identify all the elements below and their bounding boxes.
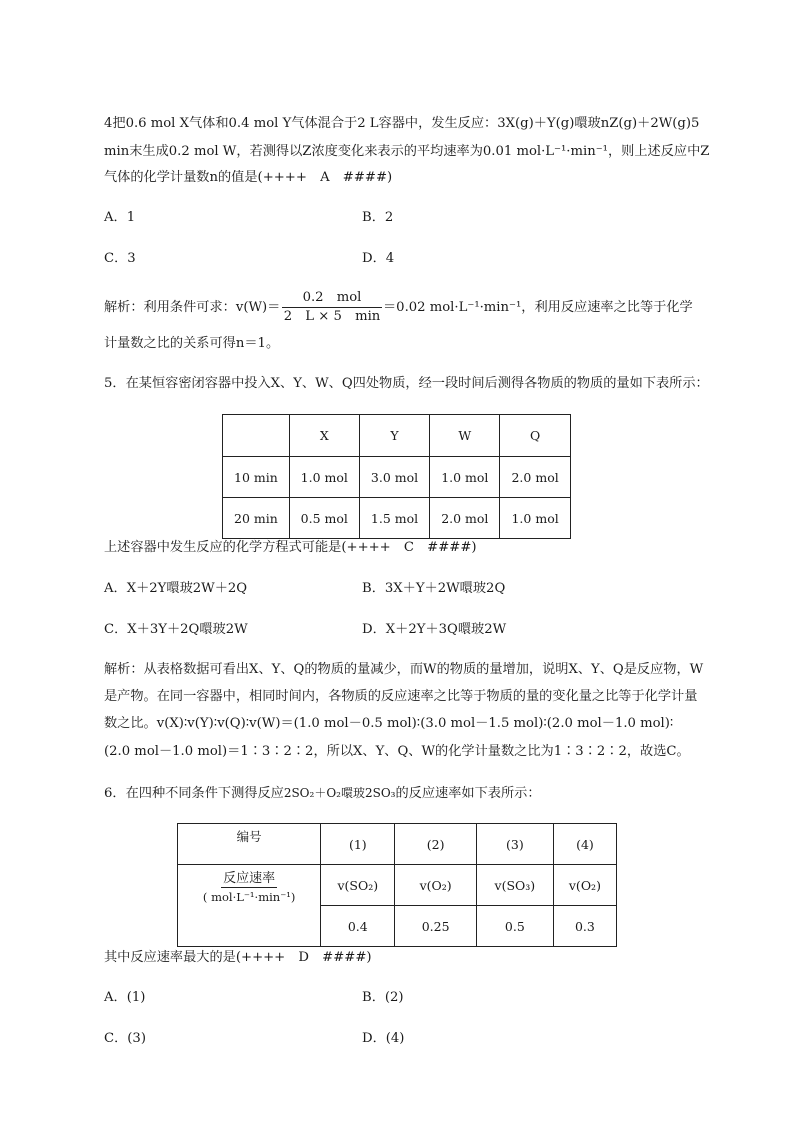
q6-table-species: v(SO₃) <box>476 865 553 906</box>
q4-stem-line2: min末生成0.2 mol W，若测得以Z浓度变化来表示的平均速率为0.01 mol·L⁻¹·min⁻¹，则上述反应中Z <box>104 144 710 159</box>
q4-option-c: C．3 <box>104 251 136 266</box>
q6-stem-suffix: 的反应速率如下表所示： <box>395 786 541 801</box>
q5-table-cell: 2.0 mol <box>500 457 571 498</box>
q4-option-b: B．2 <box>362 210 394 225</box>
q5-analysis-line2: 是产物。在同一容器中，相同时间内，各物质的反应速率之比等于物质的量的变化量之比等于化学计量 <box>104 689 698 704</box>
table-row <box>223 457 571 498</box>
q5-analysis-line3: 数之比。v(X)∶v(Y)∶v(Q)∶v(W)＝(1.0 mol－0.5 mol)∶(3.0 mol－1.5 mol)∶(2.0 mol－1.0 mol)∶ <box>104 716 674 731</box>
q6-stem-equation: 2SO₂＋O₂噮玻2SO₃ <box>283 786 396 800</box>
q6-table <box>177 823 617 947</box>
q5-table-corner <box>223 415 290 457</box>
q5-option-b: B．3X＋Y＋2W噮玻2Q <box>362 581 506 596</box>
q6-stem <box>104 785 541 802</box>
q5-table-header-y: Y <box>359 415 430 457</box>
q4-stem-line1: 4把0.6 mol X气体和0.4 mol Y气体混合于2 L容器中，发生反应：3X(g)＋Y(g)噮玻nZ(g)＋2W(g)5 <box>104 116 700 131</box>
q5-option-c: C．X＋3Y＋2Q噮玻2W <box>104 622 248 637</box>
q6-table-rate-header <box>178 865 321 947</box>
q4-fraction-bar <box>282 307 382 308</box>
q4-analysis-line2: 计量数之比的关系可得n＝1。 <box>104 336 280 351</box>
q4-option-a: A．1 <box>104 210 136 225</box>
q6-table-rate-label: 反应速率 <box>221 867 277 888</box>
q5-option-d: D．X＋2Y＋3Q噮玻2W <box>362 622 507 637</box>
q6-table-value: 0.5 <box>476 906 553 947</box>
q5-table-cell: 3.0 mol <box>359 457 430 498</box>
q5-analysis-line1: 解析：从表格数据可看出X、Y、Q的物质的量减少，而W的物质的量增加，说明X、Y、Q是反应物，W <box>104 662 704 677</box>
q6-table-species: v(O₂) <box>395 865 477 906</box>
q6-table-header-label: 编号 <box>178 824 321 865</box>
q6-table-header-row <box>178 824 617 865</box>
table-row <box>178 865 617 906</box>
q5-question: 上述容器中发生反应的化学方程式可能是(++++ C ####) <box>104 540 477 555</box>
q5-table-cell: 1.0 mol <box>289 457 359 498</box>
q6-table-number: (1) <box>321 824 395 865</box>
q6-option-b: B．(2) <box>362 990 404 1005</box>
q4-fraction <box>282 290 382 325</box>
q5-analysis-line4: (2.0 mol－1.0 mol)＝1∶3∶2∶2，所以X、Y、Q、W的化学计量数之比为1∶3∶2∶2，故选C。 <box>104 744 690 759</box>
q6-table-value: 0.4 <box>321 906 395 947</box>
q6-table-value: 0.3 <box>553 906 616 947</box>
q4-stem-line3: 气体的化学计量数n的值是(++++ A ####) <box>104 170 393 185</box>
q4-analysis-suffix: ＝0.02 mol·L⁻¹·min⁻¹，利用反应速率之比等于化学 <box>383 300 693 315</box>
q6-stem-prefix: 6．在四种不同条件下测得反应 <box>104 786 284 801</box>
q5-table-cell: 2.0 mol <box>430 498 500 539</box>
q5-table-cell: 1.0 mol <box>500 498 571 539</box>
q6-table-number: (4) <box>553 824 616 865</box>
q5-table-header-x: X <box>289 415 359 457</box>
q5-table-header-q: Q <box>500 415 571 457</box>
q5-table-cell: 20 min <box>223 498 290 539</box>
q6-table-value: 0.25 <box>395 906 477 947</box>
q5-table <box>222 414 571 539</box>
q5-table-cell: 1.5 mol <box>359 498 430 539</box>
q4-analysis-prefix: 解析：利用条件可求：v(W)＝ <box>104 300 281 315</box>
q6-table-number: (3) <box>476 824 553 865</box>
table-row <box>223 498 571 539</box>
q5-table-cell: 1.0 mol <box>430 457 500 498</box>
q5-table-header-w: W <box>430 415 500 457</box>
q6-question: 其中反应速率最大的是(++++ D ####) <box>104 950 372 965</box>
q5-option-a: A．X＋2Y噮玻2W＋2Q <box>104 581 248 596</box>
q6-option-c: C．(3) <box>104 1031 146 1046</box>
q6-option-a: A．(1) <box>104 990 146 1005</box>
q5-table-cell: 0.5 mol <box>289 498 359 539</box>
q4-fraction-denominator: 2 L × 5 min <box>283 309 381 324</box>
q6-table-rate-unit: ( mol·L⁻¹·min⁻¹) <box>202 890 296 904</box>
q5-table-header-row <box>223 415 571 457</box>
q6-table-species: v(O₂) <box>553 865 616 906</box>
q4-fraction-numerator: 0.2 mol <box>302 290 362 305</box>
q6-option-d: D．(4) <box>362 1031 405 1046</box>
q5-stem: 5．在某恒容密闭容器中投入X、Y、W、Q四处物质，经一段时间后测得各物质的物质的量如下表所示： <box>104 376 709 391</box>
q4-option-d: D．4 <box>362 251 395 266</box>
q5-table-cell: 10 min <box>223 457 290 498</box>
q6-table-species: v(SO₂) <box>321 865 395 906</box>
q6-table-number: (2) <box>395 824 477 865</box>
